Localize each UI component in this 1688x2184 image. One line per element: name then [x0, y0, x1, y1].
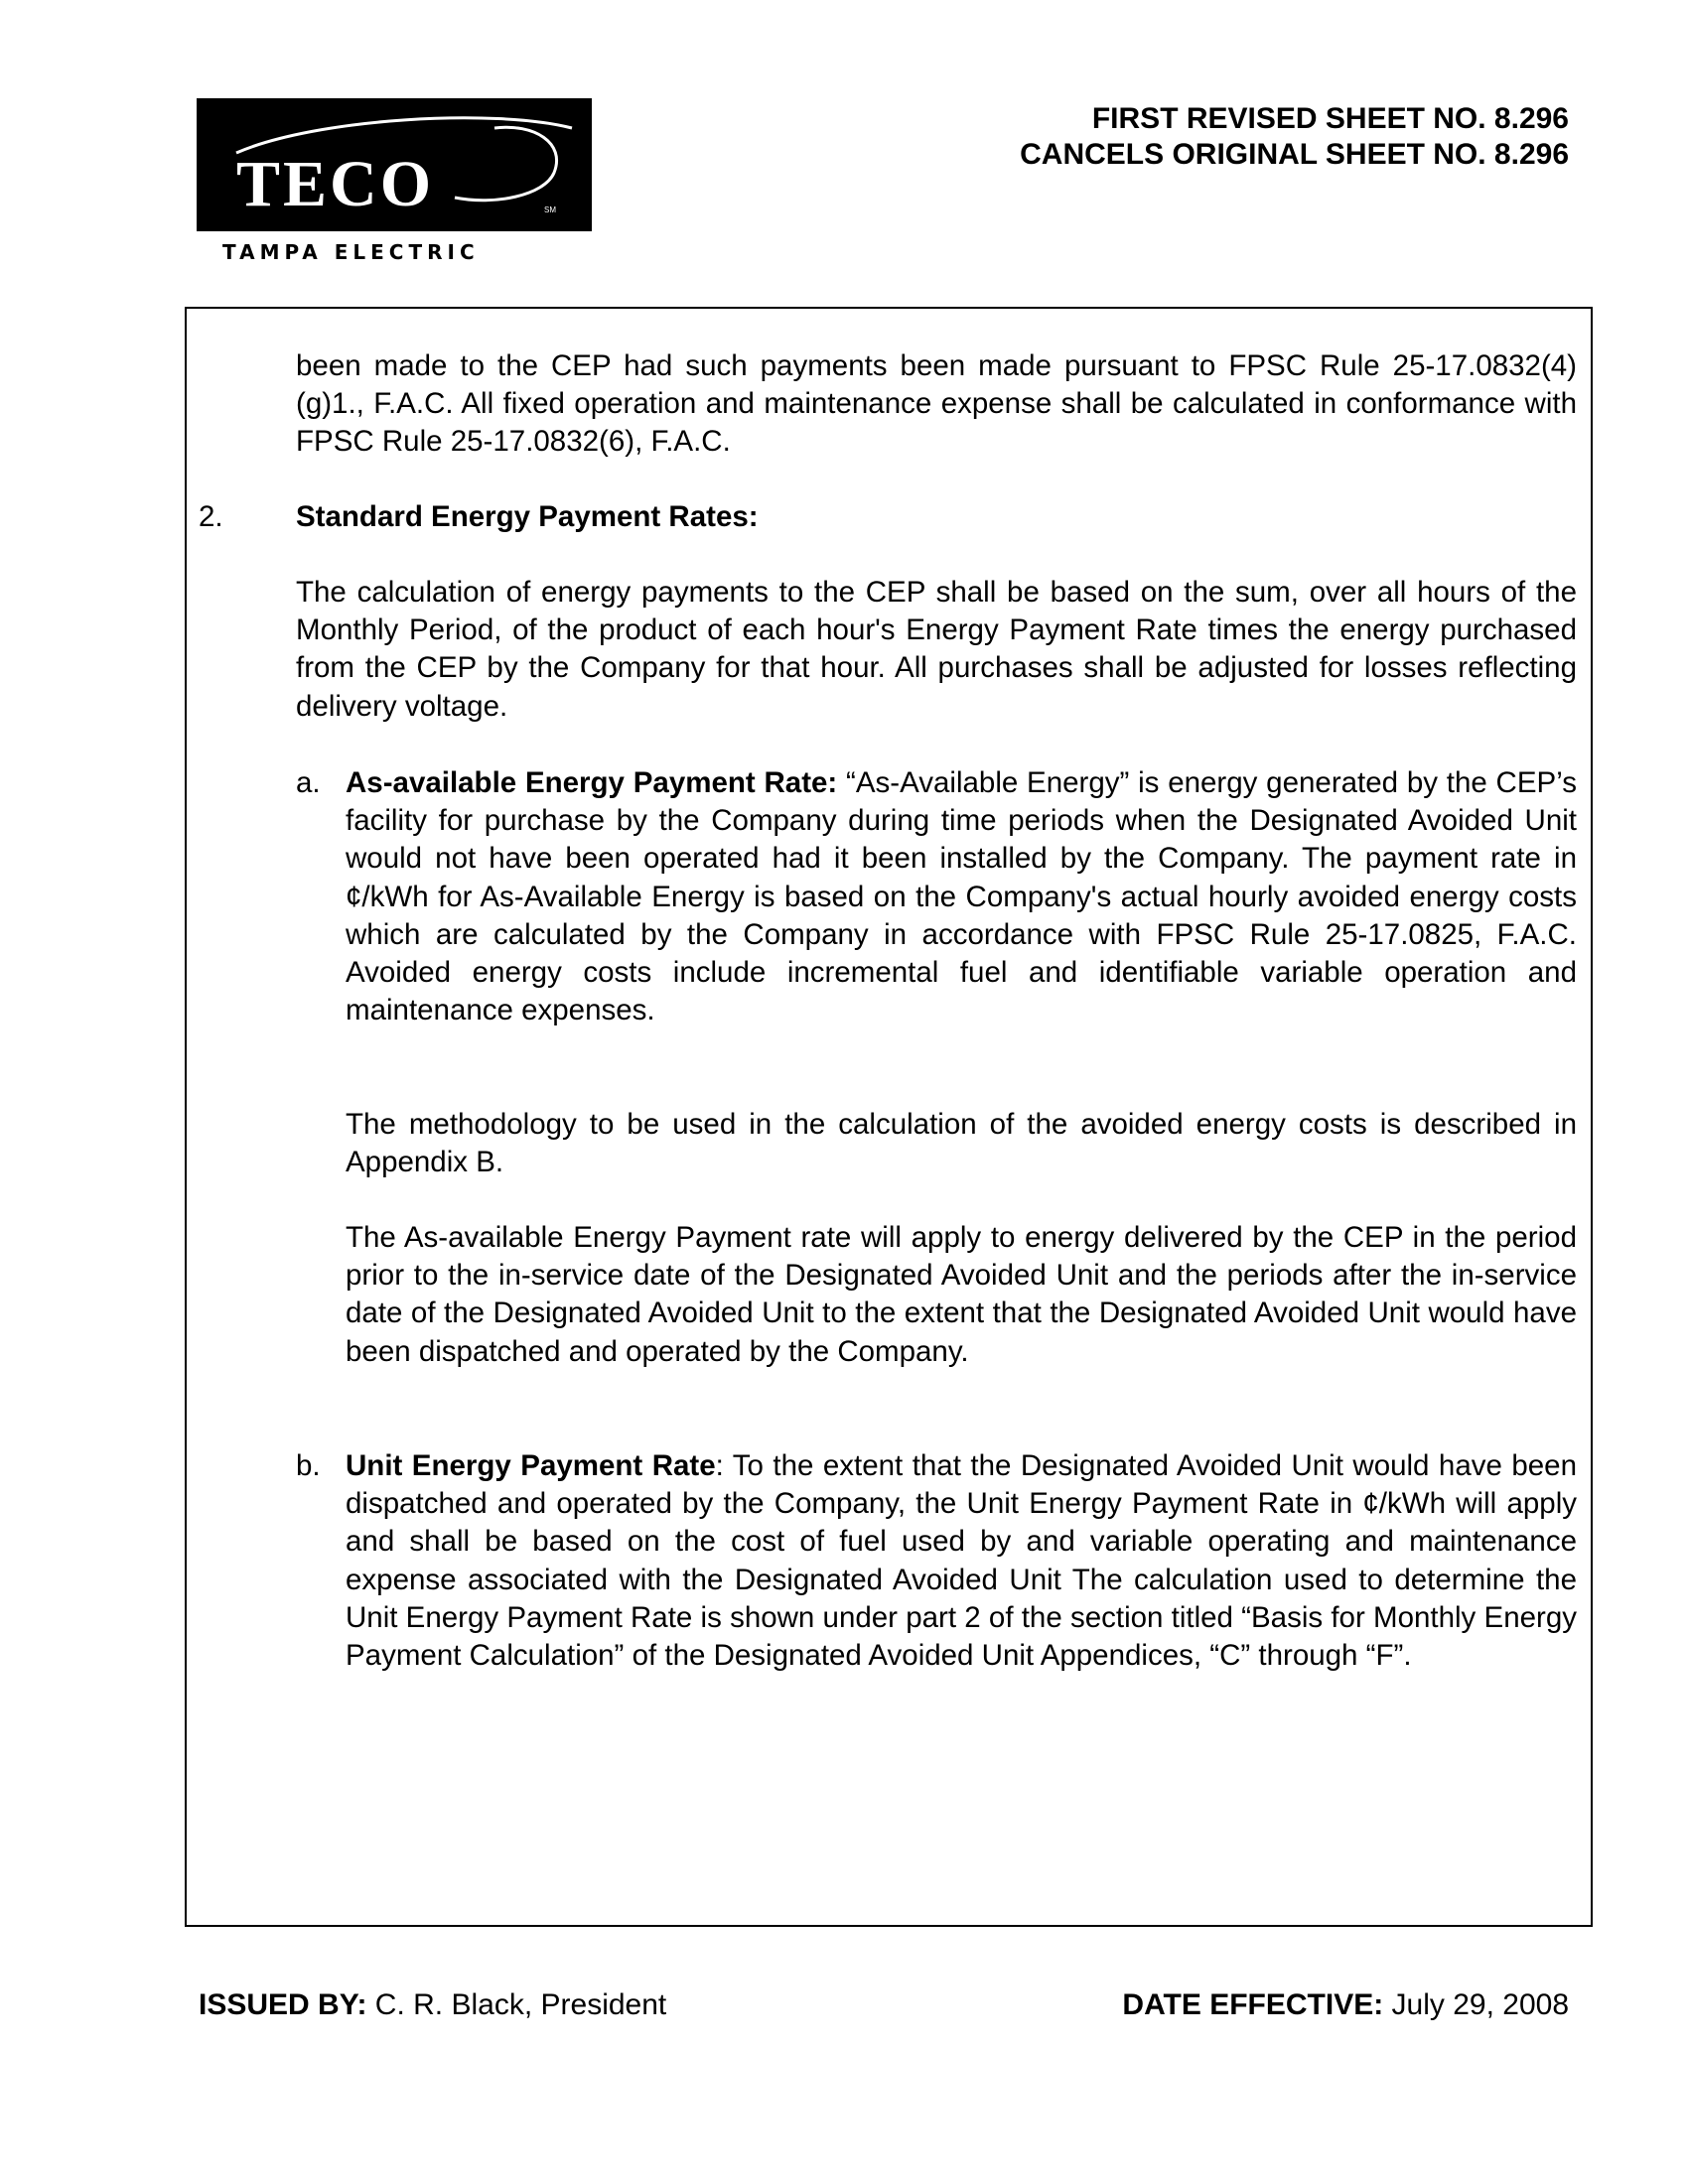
item-b-title: Unit Energy Payment Rate	[346, 1449, 716, 1482]
item-a-methodology: The methodology to be used in the calculation of the avoided energy costs is described in Appendix B.	[346, 1108, 1577, 1179]
issued-by-value: C. R. Black, President	[366, 1988, 667, 2021]
issued-by-label: ISSUED BY:	[199, 1988, 367, 2021]
section-paragraph: The calculation of energy payments to the CEP shall be based on the sum, over all hours of the Monthly Period, of the product of each hour's Energy Payment Rate times the energy purchased from the CEP by the Company for that hour. All purchases shall be adjusted for losses reflecting delivery voltage.	[296, 576, 1577, 723]
intro-paragraph: been made to the CEP had such payments been made pursuant to FPSC Rule 25-17.0832(4)(g)1., F.A.C. All fixed operation and maintenance expense shall be calculated in conformance with FPSC Rule 25-17.0832(6), F.A.C.	[296, 349, 1577, 459]
sheet-header	[1020, 101, 1569, 173]
item-b-marker: b.	[296, 1449, 321, 1482]
logo-brand: TECO	[236, 148, 435, 220]
item-b-paragraph	[346, 1447, 1577, 1675]
item-b-text: : To the extent that the Designated Avoided Unit would have been dispatched and operated by the Company, the Unit Energy Payment Rate in ¢/kWh will apply and shall be based on the cost of fuel used by and variable operating and maintenance expense associated with the Designated Avoided Unit The calculation used to determine the Unit Energy Payment Rate is shown under part 2 of the section titled “Basis for Monthly Energy Payment Calculation” of the Designated Avoided Unit Appendices, “C” through “F”.	[346, 1449, 1577, 1673]
item-a-text: “As-Available Energy” is energy generated by the CEP’s facility for purchase by the Company during time periods when the Designated Avoided Unit would not have been operated had it been installed by the Company. The payment rate in ¢/kWh for As-Available Energy is based on the Company's actual hourly avoided energy costs which are calculated by the Company in accordance with FPSC Rule 25-17.0825, F.A.C. Avoided energy costs include incremental fuel and identifiable variable operation and maintenance expenses.	[346, 766, 1577, 1027]
sheet-revision: FIRST REVISED SHEET NO. 8.296	[1091, 102, 1569, 135]
section-title: Standard Energy Payment Rates:	[296, 500, 759, 533]
issued-by	[199, 1988, 666, 2022]
logo-trademark: SM	[544, 205, 556, 214]
sheet-cancels: CANCELS ORIGINAL SHEET NO. 8.296	[1020, 138, 1569, 171]
date-effective-value: July 29, 2008	[1383, 1988, 1569, 2021]
item-a-applicability: The As-available Energy Payment rate will apply to energy delivered by the CEP in the period prior to the in-service date of the Designated Avoided Unit and the periods after the in-service date of the Designated Avoided Unit to the extent that the Designated Avoided Unit would have been dispatched and operated by the Company.	[346, 1221, 1577, 1368]
item-a-paragraph	[346, 764, 1577, 1029]
section-number: 2.	[199, 500, 223, 533]
item-a-title: As-available Energy Payment Rate:	[346, 766, 838, 799]
date-effective	[1122, 1988, 1569, 2022]
logo-subtitle: TAMPA ELECTRIC	[222, 240, 480, 264]
logo-swoosh-icon	[197, 98, 592, 231]
item-a-marker: a.	[296, 766, 321, 799]
teco-logo	[197, 98, 592, 231]
date-effective-label: DATE EFFECTIVE:	[1122, 1988, 1384, 2021]
